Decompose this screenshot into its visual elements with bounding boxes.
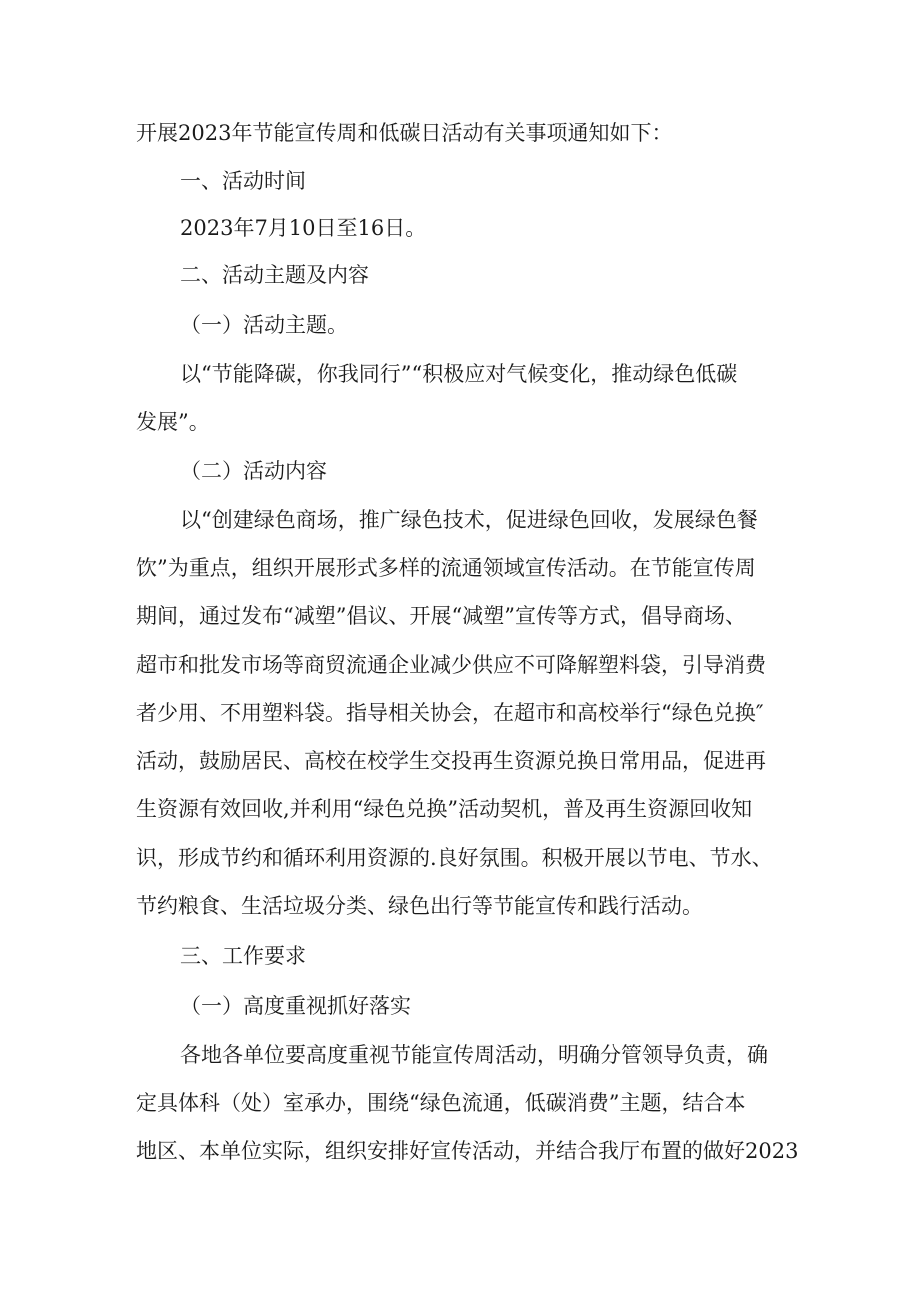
section-heading-1: 一、活动时间 — [180, 169, 306, 193]
subheading-requirements: （一）高度重视抓好落实 — [180, 994, 411, 1018]
intro-line: 开展2023年节能宣传周和低碳日活动有关事项通知如下： — [136, 121, 673, 145]
theme-line-2: 发展”。 — [136, 410, 210, 434]
content-line-1: 以“创建绿色商场，推广绿色技术，促进绿色回收，发展绿色餐 — [180, 508, 758, 532]
content-line-8: 识，形成节约和循环利用资源的.良好氛围。积极开展以节电、节水、 — [136, 846, 773, 870]
section-heading-3: 三、工作要求 — [180, 944, 306, 968]
requirements-line-3: 地区、本单位实际，组织安排好宣传活动，并结合我厅布置的做好2023 — [136, 1139, 799, 1163]
content-line-5: 者少用、不用塑料袋。指导相关协会，在超市和高校举行“绿色兑换″ — [136, 701, 764, 725]
content-line-7: 生资源有效回收,并利用“绿色兑换”活动契机，普及再生资源回收知 — [136, 797, 753, 821]
subheading-theme: （一）活动主题。 — [180, 313, 348, 337]
content-line-2: 饮”为重点，组织开展形式多样的流通领域宣传活动。在节能宣传周 — [136, 556, 756, 580]
theme-line-1: 以“节能降碳，你我同行”“积极应对气候变化，推动绿色低碳 — [180, 362, 738, 386]
content-line-4: 超市和批发市场等商贸流通企业减少供应不可降解塑料袋，引导消费 — [136, 653, 766, 677]
requirements-line-2: 定具体科（处）室承办，围绕“绿色流通，低碳消费”主题，结合本 — [136, 1091, 746, 1115]
content-line-6: 活动，鼓励居民、高校在校学生交投再生资源兑换日常用品，促进再 — [136, 749, 766, 773]
content-line-9: 节约粮食、生活垃圾分类、绿色出行等节能宣传和践行活动。 — [136, 894, 703, 918]
content-line-3: 期间，通过发布“减塑”倡议、开展“减塑”宣传等方式，倡导商场、 — [136, 604, 746, 628]
requirements-line-1: 各地各单位要高度重视节能宣传周活动，明确分管领导负责，确 — [180, 1043, 768, 1067]
activity-date: 2023年7月10日至16日。 — [180, 216, 427, 240]
subheading-content: （二）活动内容 — [180, 459, 327, 483]
section-heading-2: 二、活动主题及内容 — [180, 263, 369, 287]
